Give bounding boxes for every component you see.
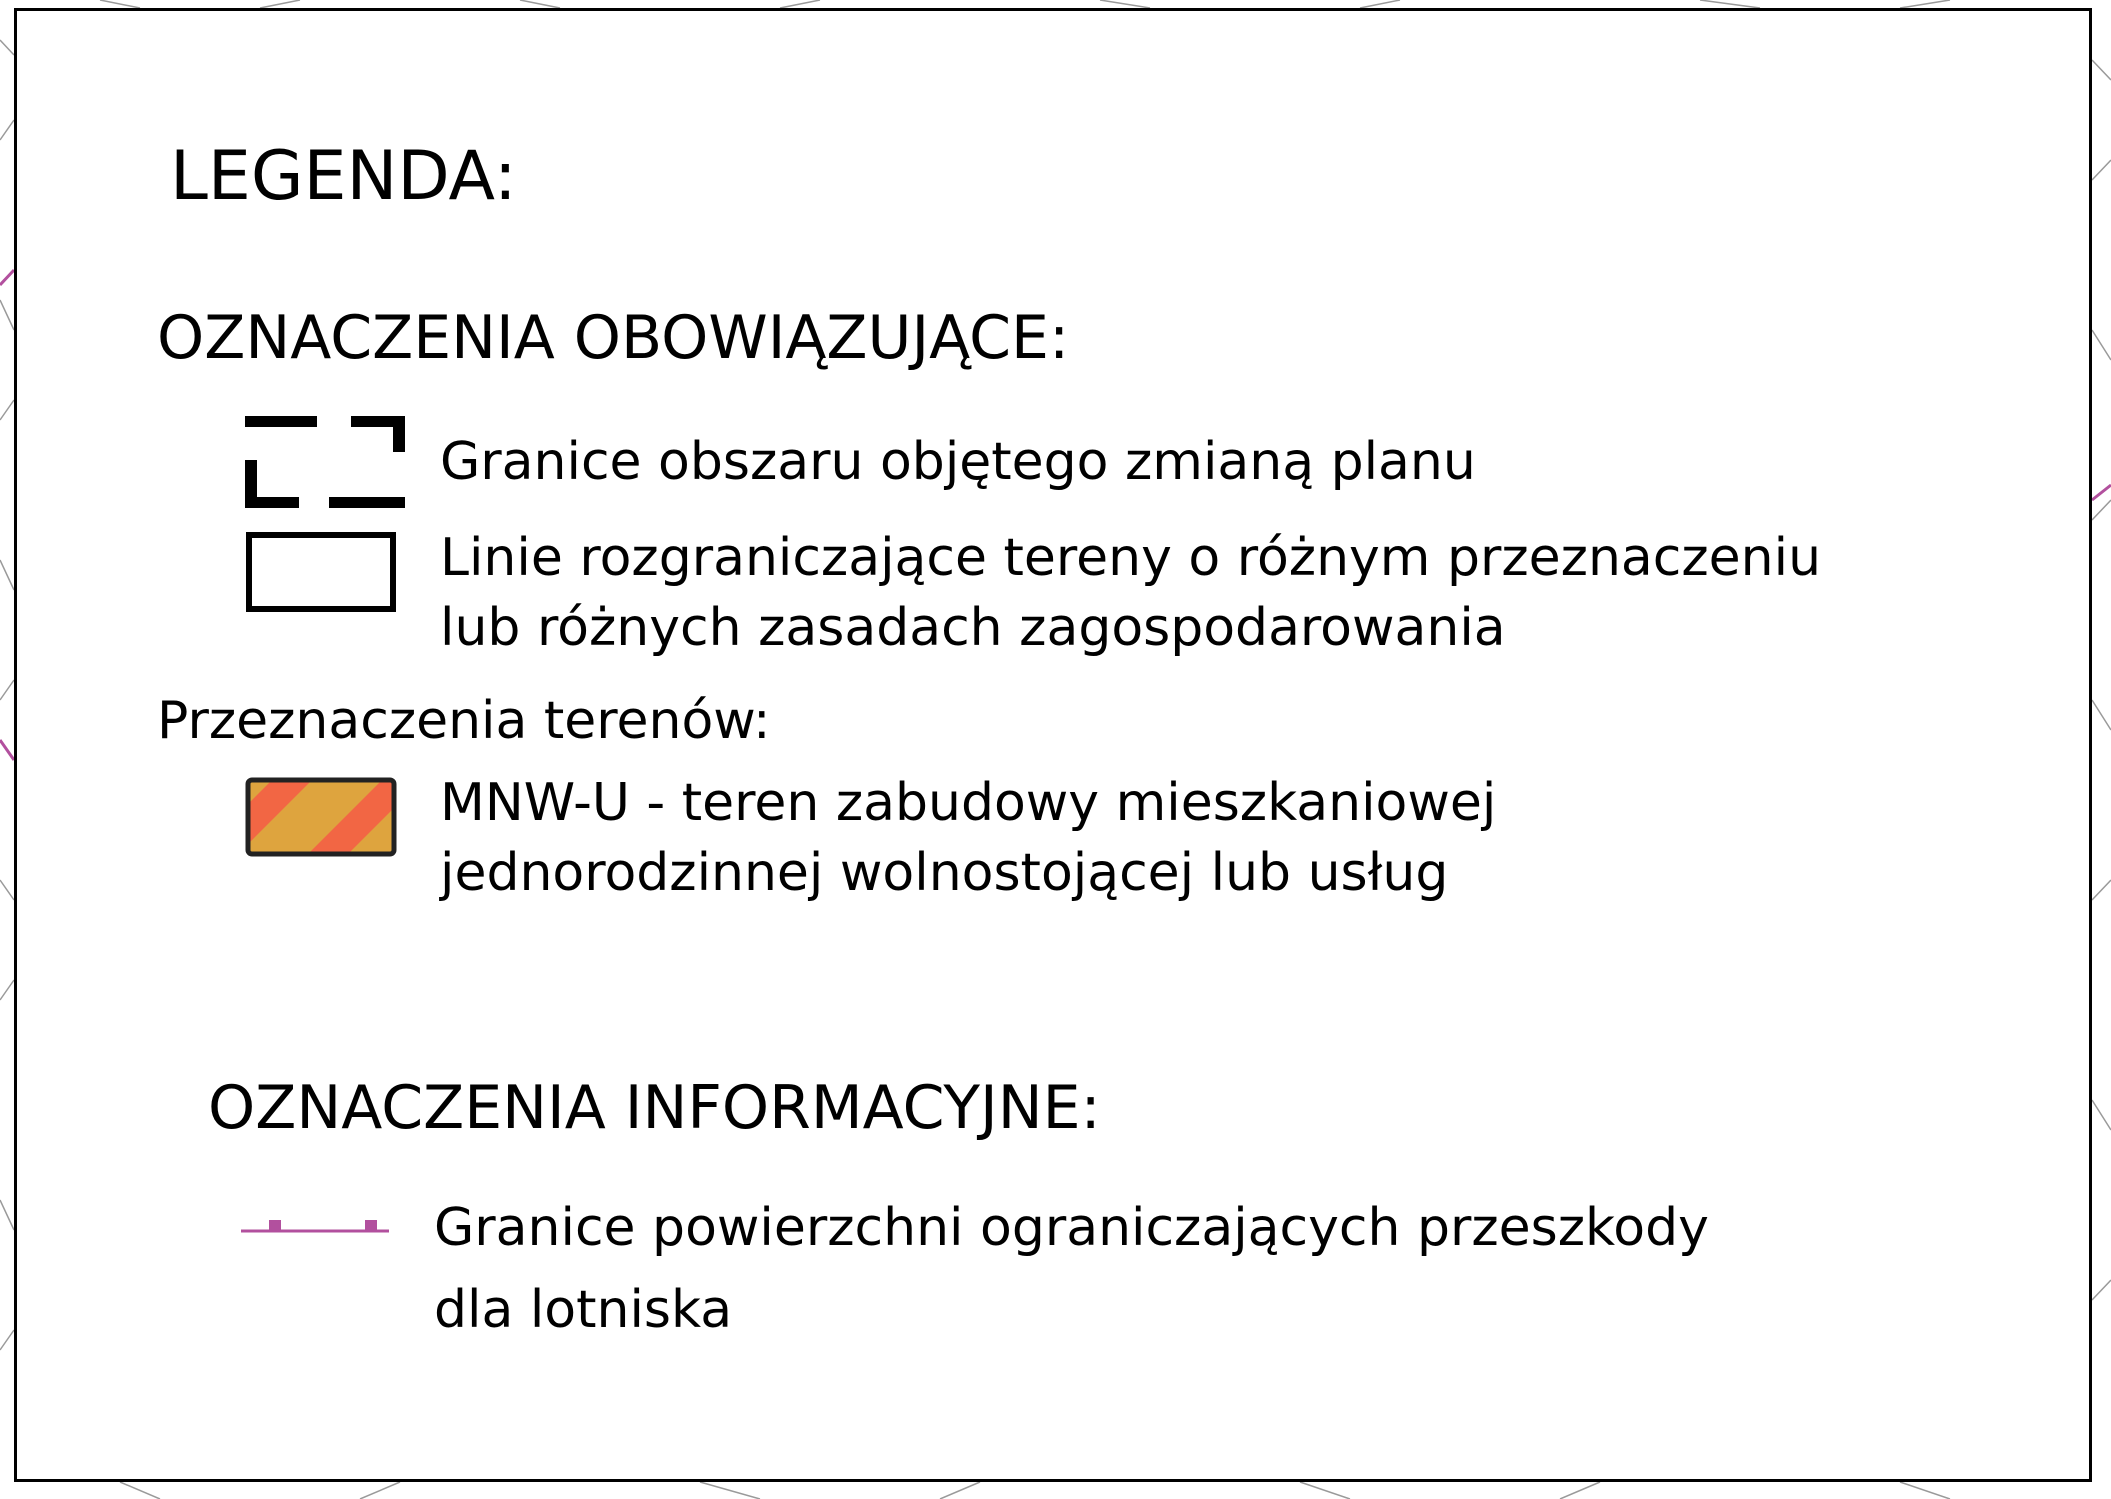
legend-item-demarcation-lines-line2: lub różnych zasadach zagospodarowania bbox=[440, 598, 1506, 658]
land-use-header: Przeznaczenia terenów: bbox=[157, 691, 771, 751]
legend-title: LEGENDA: bbox=[170, 137, 517, 216]
rectangle-outline-icon bbox=[246, 532, 396, 612]
legend-item-demarcation-lines-line1: Linie rozgraniczające tereny o różnym przeznaczeniu bbox=[440, 528, 1822, 588]
legend-panel bbox=[14, 8, 2092, 1482]
binding-designations-header: OZNACZENIA OBOWIĄZUJĄCE: bbox=[157, 303, 1070, 373]
airport-surface-line-icon bbox=[241, 1214, 389, 1238]
legend-item-plan-boundary: Granice obszaru objętego zmianą planu bbox=[440, 432, 1476, 492]
hatched-zone-icon bbox=[245, 777, 397, 857]
legend-item-mnw-u-zone-line1: MNW-U - teren zabudowy mieszkaniowej bbox=[440, 773, 1497, 833]
legend-item-airport-obstacle-surfaces bbox=[434, 1187, 1709, 1351]
informational-designations-header: OZNACZENIA INFORMACYJNE: bbox=[208, 1073, 1101, 1143]
legend-item-mnw-u-zone bbox=[440, 768, 1496, 908]
legend-item-demarcation-lines bbox=[440, 523, 1821, 663]
dashed-boundary-icon bbox=[245, 416, 405, 508]
legend-item-airport-obstacle-surfaces-line1: Granice powierzchni ograniczających przeszkody bbox=[434, 1198, 1709, 1258]
legend-item-mnw-u-zone-line2: jednorodzinnej wolnostojącej lub usług bbox=[440, 843, 1449, 903]
legend-item-airport-obstacle-surfaces-line2: dla lotniska bbox=[434, 1280, 733, 1340]
